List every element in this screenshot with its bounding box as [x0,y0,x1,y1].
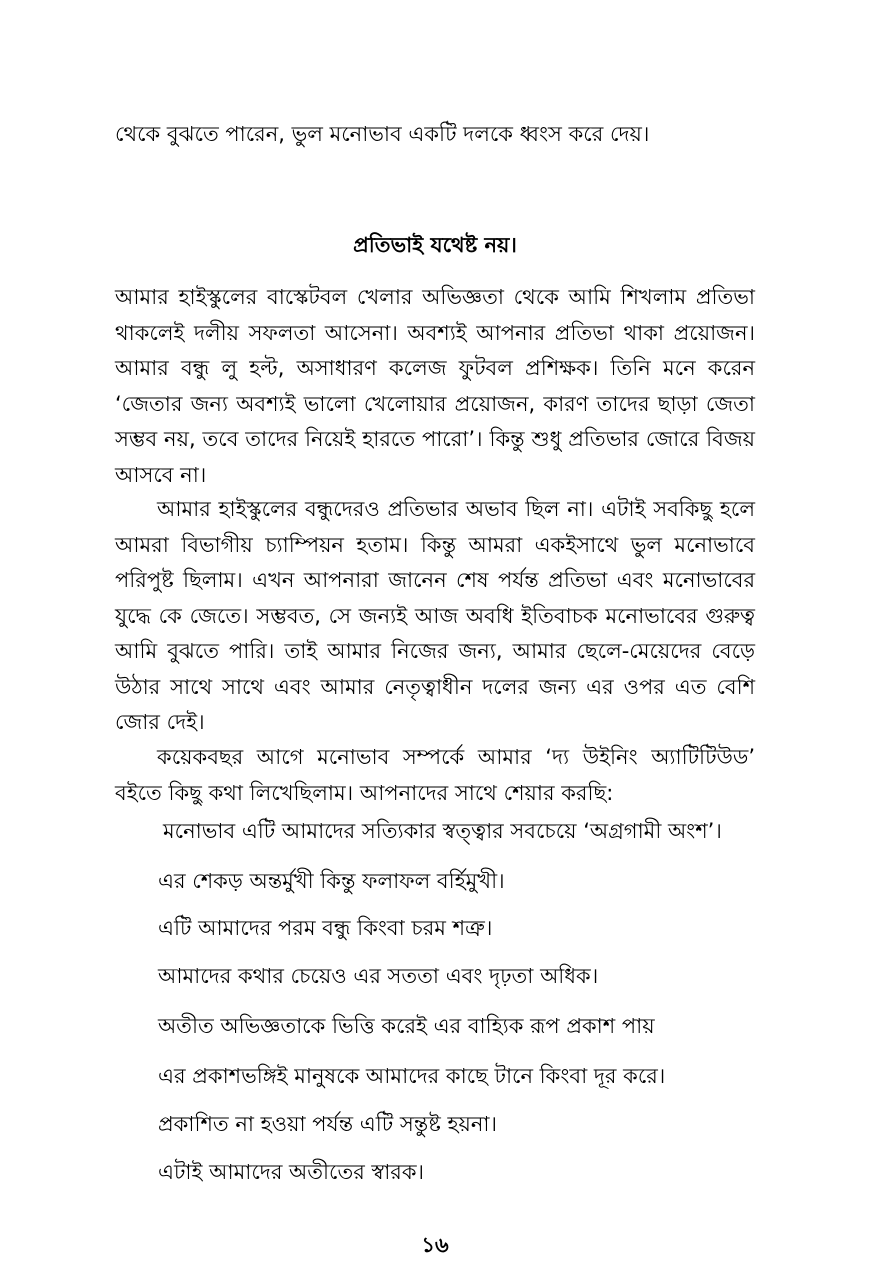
quote-line: এটাই আমাদের অতীতের স্বারক। [158,1160,425,1184]
quote-line: এর প্রকাশভঙ্গিই মানুষকে আমাদের কাছে টানে কিংবা দূর করে। [158,1064,666,1088]
quote-line: মনোভাব এটি আমাদের সত্যিকার স্বত্ত্বার সবচেয়ে ‘অগ্রগামী অংশ’। [163,819,722,843]
quote-line: অতীত অভিজ্ঞতাকে ভিত্তি করেই এর বাহ্যিক রূপ প্রকাশ পায় [158,1014,655,1038]
paragraph-3: কয়েকবছর আগে মনোভাব সম্পর্কে আমার ‘দ্য উইনিং অ্যাটিটিউড’ বইতে কিছু কথা লিখেছিলাম। আপনাদের সাথে শেয়ার করছি: [115,745,755,805]
continuation-line: থেকে বুঝতে পারেন, ভুল মনোভাব একটি দলকে ধ্বংস করে দেয়। [115,122,650,146]
quote-line: আমাদের কথার চেয়েও এর সততা এবং দৃঢ়তা অধিক। [158,964,599,988]
paragraph-1: আমার হাইস্কুলের বাস্কেটবল খেলার অভিজ্ঞতা থেকে আমি শিখলাম প্রতিভা থাকলেই দলীয় সফলতা আসেনা। অবশ্যই আপনার প্রতিভা থাকা প্রয়োজন। আমার বন্ধু লু হল্ট, অসাধারণ কলেজ ফুটবল প্রশিক্ষক। তিনি মনে করেন ‘জেতার জন্য অবশ্যই ভালো খেলোয়ার প্রয়োজন, কারণ তাদের ছাড়া জেতা সম্ভব নয়, তবে তাদের নিয়েই হারতে পারো’। কিন্তু শুধু প্রতিভার জোরে বিজয় আসবে না। [115,285,755,487]
paragraph-2: আমার হাইস্কুলের বন্ধুদেরও প্রতিভার অভাব ছিল না। এটাই সবকিছু হলে আমরা বিভাগীয় চ্যাম্পিয়ন হতাম। কিন্তু আমরা একইসাথে ভুল মনোভাবে পরিপুষ্ট ছিলাম। এখন আপনারা জানেন শেষ পর্যন্ত প্রতিভা এবং মনোভাবের যুদ্ধে কে জেতে। সম্ভবত, সে জন্যই আজ অবধি ইতিবাচক মনোভাবের গুরুত্ব আমি বুঝতে পারি। তাই আমার নিজের জন্য, আমার ছেলে-মেয়েদের বেড়ে উঠার সাথে সাথে এবং আমার নেতৃত্বাধীন দলের জন্য এর ওপর এত বেশি জোর দেই। [115,497,755,734]
quote-line: প্রকাশিত না হওয়া পর্যন্ত এটি সন্তুষ্ট হয়না। [158,1112,497,1136]
quote-line: এটি আমাদের পরম বন্ধু কিংবা চরম শত্রু। [158,916,493,940]
section-heading: প্রতিভাই যথেষ্ট নয়। [353,233,517,257]
page-number: ১৬ [421,1233,449,1257]
quote-line: এর শেকড় অন্তর্মুখী কিন্তু ফলাফল বর্হিমুখী। [158,869,505,893]
